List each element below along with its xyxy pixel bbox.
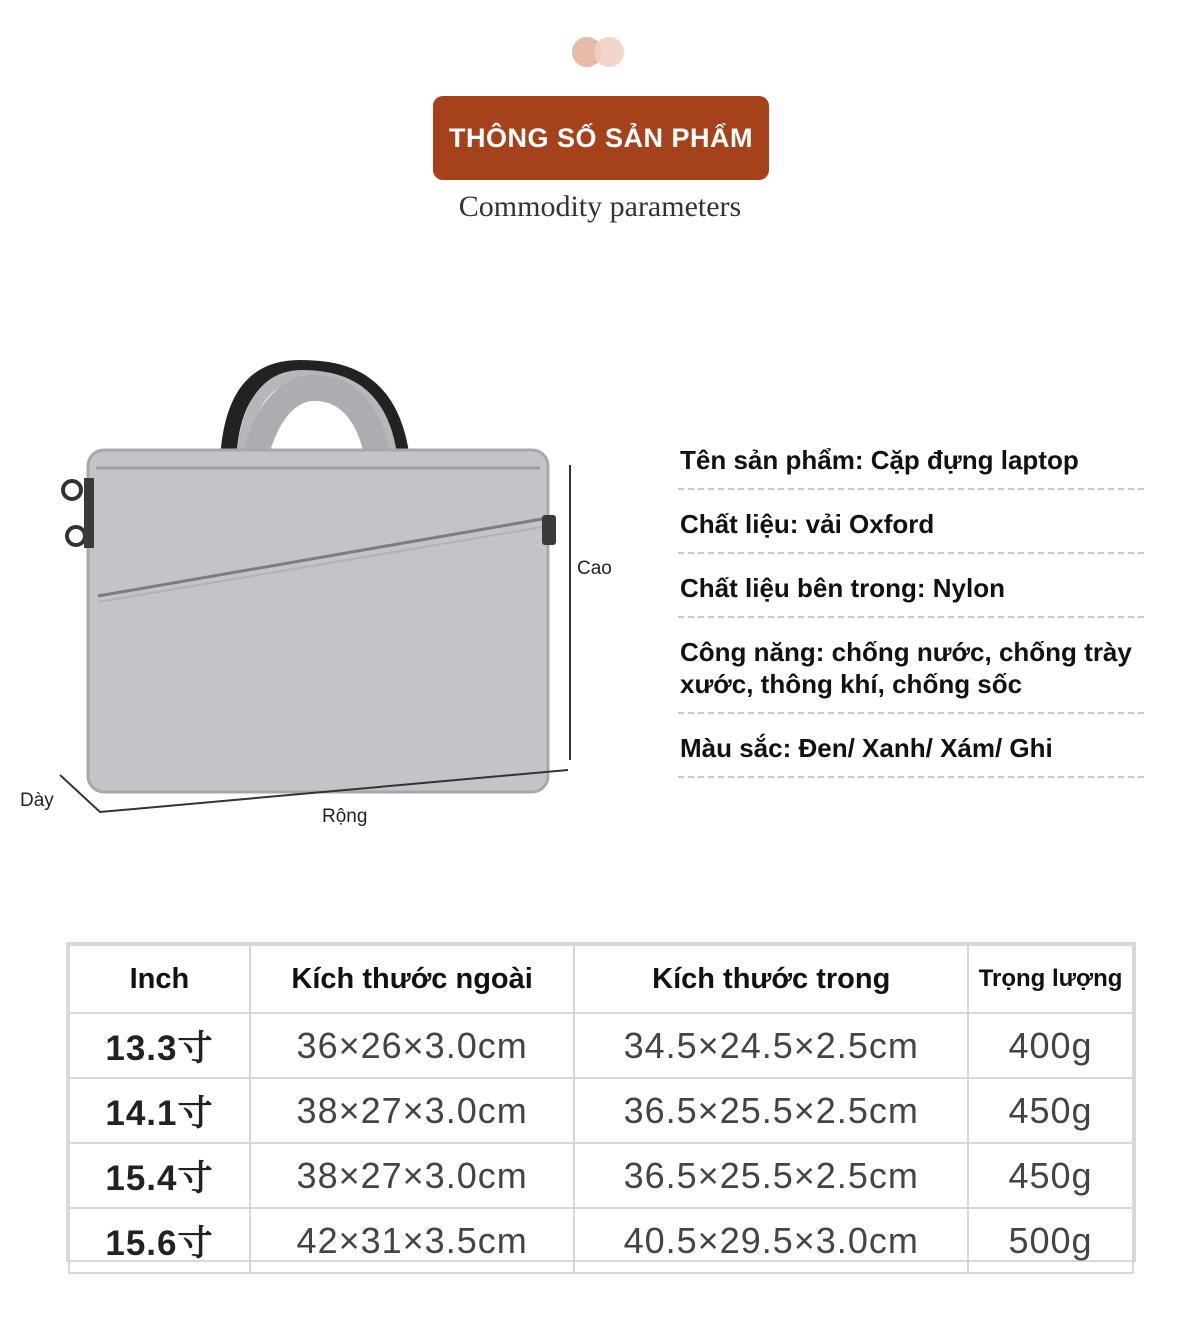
cell-outer-size: 38×27×3.0cm	[250, 1078, 575, 1143]
table-row	[69, 1208, 1133, 1273]
section-subtitle: Commodity parameters	[458, 190, 742, 223]
header-inch: Inch	[69, 945, 250, 1013]
cell-inner-size: 40.5×29.5×3.0cm	[574, 1208, 968, 1273]
cell-inner-size: 36.5×25.5×2.5cm	[574, 1078, 968, 1143]
cell-inch: 15.4寸	[69, 1143, 250, 1208]
size-table	[66, 942, 1136, 1262]
header-weight: Trọng lượng	[968, 945, 1133, 1013]
cell-inch: 14.1寸	[69, 1078, 250, 1143]
cell-inch: 13.3寸	[69, 1013, 250, 1078]
width-label: Rộng	[322, 806, 368, 827]
table-row	[69, 1143, 1133, 1208]
laptop-bag-illustration	[0, 350, 640, 850]
cell-weight: 400g	[968, 1013, 1133, 1078]
cell-weight: 450g	[968, 1143, 1133, 1208]
depth-label: Dày	[20, 790, 54, 811]
cell-outer-size: 38×27×3.0cm	[250, 1143, 575, 1208]
table-row	[69, 1078, 1133, 1143]
cell-inner-size: 34.5×24.5×2.5cm	[574, 1013, 968, 1078]
spec-item-lining: Chất liệu bên trong: Nylon	[678, 568, 1144, 618]
spec-list	[678, 440, 1144, 792]
spec-item-features: Công năng: chống nước, chống trày xước, thông khí, chống sốc	[678, 632, 1144, 714]
header-outer-size: Kích thước ngoài	[250, 945, 575, 1013]
cell-outer-size: 42×31×3.5cm	[250, 1208, 575, 1273]
product-diagram	[0, 350, 640, 850]
table-row	[69, 1013, 1133, 1078]
spec-item-colors: Màu sắc: Đen/ Xanh/ Xám/ Ghi	[678, 728, 1144, 778]
section-title-badge	[433, 96, 769, 180]
height-label: Cao	[577, 558, 612, 579]
decorative-circles	[572, 37, 624, 67]
cell-outer-size: 36×26×3.0cm	[250, 1013, 575, 1078]
spec-item-material: Chất liệu: vải Oxford	[678, 504, 1144, 554]
section-title: THÔNG SỐ SẢN PHẨM	[448, 122, 753, 153]
cell-inch: 15.6寸	[69, 1208, 250, 1273]
cell-weight: 450g	[968, 1078, 1133, 1143]
spec-item-name: Tên sản phẩm: Cặp đựng laptop	[678, 440, 1144, 490]
header-inner-size: Kích thước trong	[574, 945, 968, 1013]
cell-weight: 500g	[968, 1208, 1133, 1273]
table-header-row	[69, 945, 1133, 1013]
cell-inner-size: 36.5×25.5×2.5cm	[574, 1143, 968, 1208]
